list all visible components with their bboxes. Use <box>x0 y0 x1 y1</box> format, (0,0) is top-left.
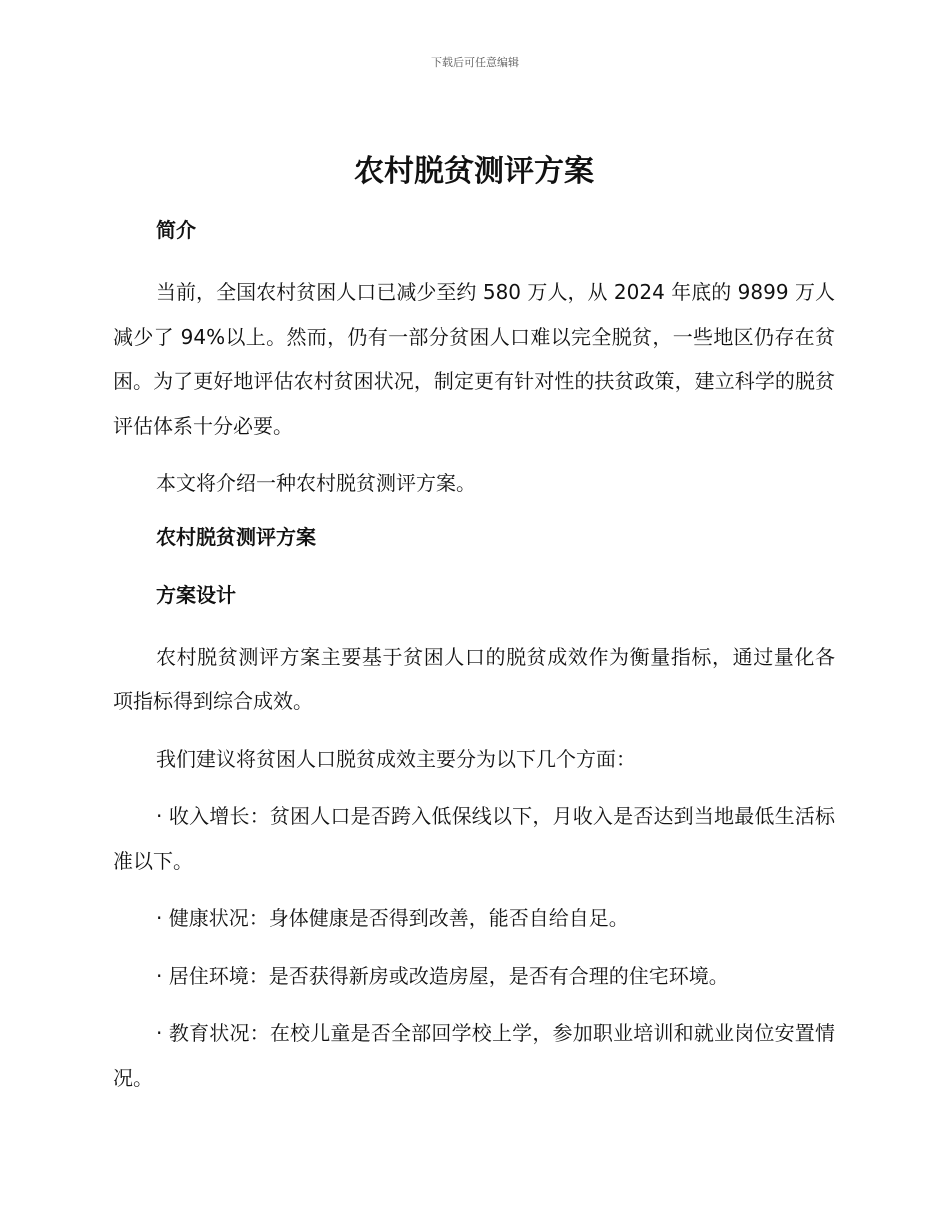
header-note: 下载后可任意编辑 <box>431 56 519 69</box>
intro-heading: 简介 <box>156 218 196 242</box>
design-paragraph-1: 农村脱贫测评方案主要基于贫困人口的脱贫成效作为衡量指标，通过量化各项指标得到综合成效。 <box>113 644 835 713</box>
document-body <box>113 150 835 1113</box>
design-heading: 方案设计 <box>156 582 236 607</box>
document-title: 农村脱贫测评方案 <box>354 154 594 189</box>
bullet-income: · 收入增长：贫困人口是否跨入低保线以下，月收入是否达到当地最低生活标准以下。 <box>113 804 835 873</box>
bullet-health: · 健康状况：身体健康是否得到改善，能否自给自足。 <box>156 906 629 930</box>
plan-heading: 农村脱贫测评方案 <box>156 524 316 549</box>
bullet-education: · 教育状况：在校儿童是否全部回学校上学，参加职业培训和就业岗位安置情况。 <box>113 1021 835 1090</box>
design-paragraph-2: 我们建议将贫困人口脱贫成效主要分为以下几个方面： <box>156 746 636 771</box>
intro-paragraph-2: 本文将介绍一种农村脱贫测评方案。 <box>156 471 476 495</box>
intro-paragraph-1: 当前，全国农村贫困人口已减少至约 580 万人，从 2024 年底的 9899 万人减少了 94%以上。然而，仍有一部分贫困人口难以完全脱贫，一些地区仍存在贫困。为了更好地评估农村贫困状况，制定更有针对性的扶贫政策，建立科学的脱贫评估体系十分必要。 <box>113 280 835 438</box>
bullet-housing: · 居住环境：是否获得新房或改造房屋，是否有合理的住宅环境。 <box>156 963 729 988</box>
